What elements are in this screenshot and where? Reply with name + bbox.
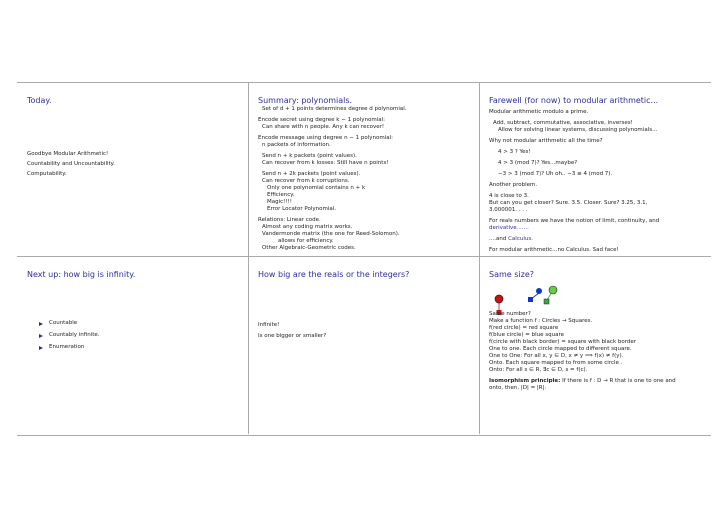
blue-square bbox=[528, 297, 533, 302]
text-line: Make a function f : Circles → Squares. bbox=[489, 318, 593, 324]
slide-summary-polynomials bbox=[248, 82, 479, 256]
slide-same-size bbox=[479, 256, 711, 434]
text-line: allows for efficiency. bbox=[278, 238, 334, 244]
text-line: Onto: For all s ∈ R, ∃c ∈ D, s = f(c). bbox=[489, 367, 588, 373]
text-line: Why not modular arithmetic all the time? bbox=[489, 138, 603, 144]
text-line: 4 > 3 ? Yes! bbox=[498, 149, 531, 155]
text-line: Computability. bbox=[27, 171, 67, 177]
text-line: For reals numbers we have the notion of limit, continuity, and bbox=[489, 218, 660, 224]
text-line: Efficiency. bbox=[267, 192, 295, 198]
text-line: −3 > 3 (mod 7)? Uh oh.. −3 ≡ 4 (mod 7). bbox=[498, 171, 613, 177]
text-line: For modular arithmetic...no Calculus. Sad face! bbox=[489, 247, 619, 253]
text-line: 4 > 3 (mod 7)? Yes...maybe? bbox=[498, 160, 578, 166]
text-line: Add, subtract, commutative, associative, inverses! bbox=[493, 120, 633, 126]
bullet-item: Enumeration bbox=[39, 344, 242, 351]
slide-title: How big are the reals or the integers? bbox=[258, 270, 410, 279]
text-line: Encode message using degree n − 1 polynomial: bbox=[258, 135, 394, 141]
text-line: Error Locator Polynomial. bbox=[267, 206, 337, 212]
slide-title: Next up: how big is infinity. bbox=[27, 270, 136, 279]
text-line: Other Algebraic-Geometric codes. bbox=[262, 245, 356, 251]
slide-title: Today. bbox=[27, 96, 52, 105]
text-line: derivative....... bbox=[489, 225, 529, 231]
text-line: n packets of information. bbox=[262, 142, 331, 148]
text-line: Magic!!!! bbox=[267, 199, 292, 205]
slide-title: Same size? bbox=[489, 270, 534, 279]
text-line: Goodbye Modular Arithmetic! bbox=[27, 151, 109, 157]
text-line: Relations: Linear code. bbox=[258, 217, 321, 223]
text-line: Another problem. bbox=[489, 182, 538, 188]
text-line: Onto. Each square mapped to from some circle . bbox=[489, 360, 623, 366]
text-line: One to One: For all x, y ∈ D, x ≠ y ⟹ f(x) ≠ f(y). bbox=[489, 353, 624, 359]
text-line: Set of d + 1 points determines degree d polynomial. bbox=[262, 106, 407, 112]
text-line: Countability and Uncountability. bbox=[27, 161, 115, 167]
text-line: One to one. Each circle mapped to different square. bbox=[489, 346, 632, 352]
text-line: Send n + k packets (point values). bbox=[262, 153, 357, 159]
slide-reals-integers bbox=[248, 256, 479, 434]
green-circle bbox=[549, 286, 557, 294]
bullet-icon bbox=[39, 334, 43, 338]
green-square bbox=[544, 299, 549, 304]
text-line: ....and Calculus. bbox=[489, 236, 533, 242]
text-line: 4 is close to 3. bbox=[489, 193, 529, 199]
bullet-item: Countable bbox=[39, 320, 242, 327]
slide-title: Summary: polynomials. bbox=[258, 96, 353, 105]
text-line: Can recover from k losses: Still have n points! bbox=[262, 160, 389, 166]
text-line: Modular arithmetic modulo a prime. bbox=[489, 109, 589, 115]
text-line: Isomorphism principle: If there is f : D → R that is one to one and bbox=[489, 378, 676, 384]
text-line: Vandermonde matrix (the one for Reed-Solomon). bbox=[262, 231, 400, 237]
text-line: Encode secret using degree k − 1 polynomial: bbox=[258, 117, 385, 123]
bullet-icon bbox=[39, 322, 43, 326]
text-line: f(red circle) = red square bbox=[489, 325, 559, 331]
slide-how-big-infinity bbox=[17, 256, 248, 434]
text-line: Is one bigger or smaller? bbox=[258, 333, 327, 339]
text-line: 3.000001. . . . bbox=[489, 207, 528, 213]
text-line: Allow for solving linear systems, discussing polynomials... bbox=[498, 127, 658, 133]
bullet-item: Countably infinite. bbox=[39, 332, 242, 339]
slide-today bbox=[17, 82, 248, 256]
text-line: f(blue circle) = blue square bbox=[489, 332, 564, 338]
text-line: f(circle with black border) = square with black border bbox=[489, 339, 637, 345]
bullet-icon bbox=[39, 346, 43, 350]
blue-circle bbox=[536, 288, 542, 294]
text-line: Can share with n people. Any k can recover! bbox=[262, 124, 385, 130]
red-circle bbox=[495, 295, 503, 303]
slide-farewell-modular bbox=[479, 82, 711, 256]
text-line: onto, then, |D| = |R|. bbox=[489, 385, 547, 391]
text-line: Only one polynomial contains n + k bbox=[267, 185, 366, 191]
text-line: Almost any coding matrix works. bbox=[262, 224, 353, 230]
text-line: But can you get closer? Sure. 3.5. Closer. Sure? 3.25, 3.1, bbox=[489, 200, 648, 206]
text-line: Can recover from k corruptions. bbox=[262, 178, 350, 184]
text-line: Send n + 2k packets (point values). bbox=[262, 171, 361, 177]
text-line: Infinite! bbox=[258, 322, 280, 328]
text-line: Same number? bbox=[489, 311, 531, 317]
slide-title: Farewell (for now) to modular arithmetic... bbox=[489, 96, 659, 105]
